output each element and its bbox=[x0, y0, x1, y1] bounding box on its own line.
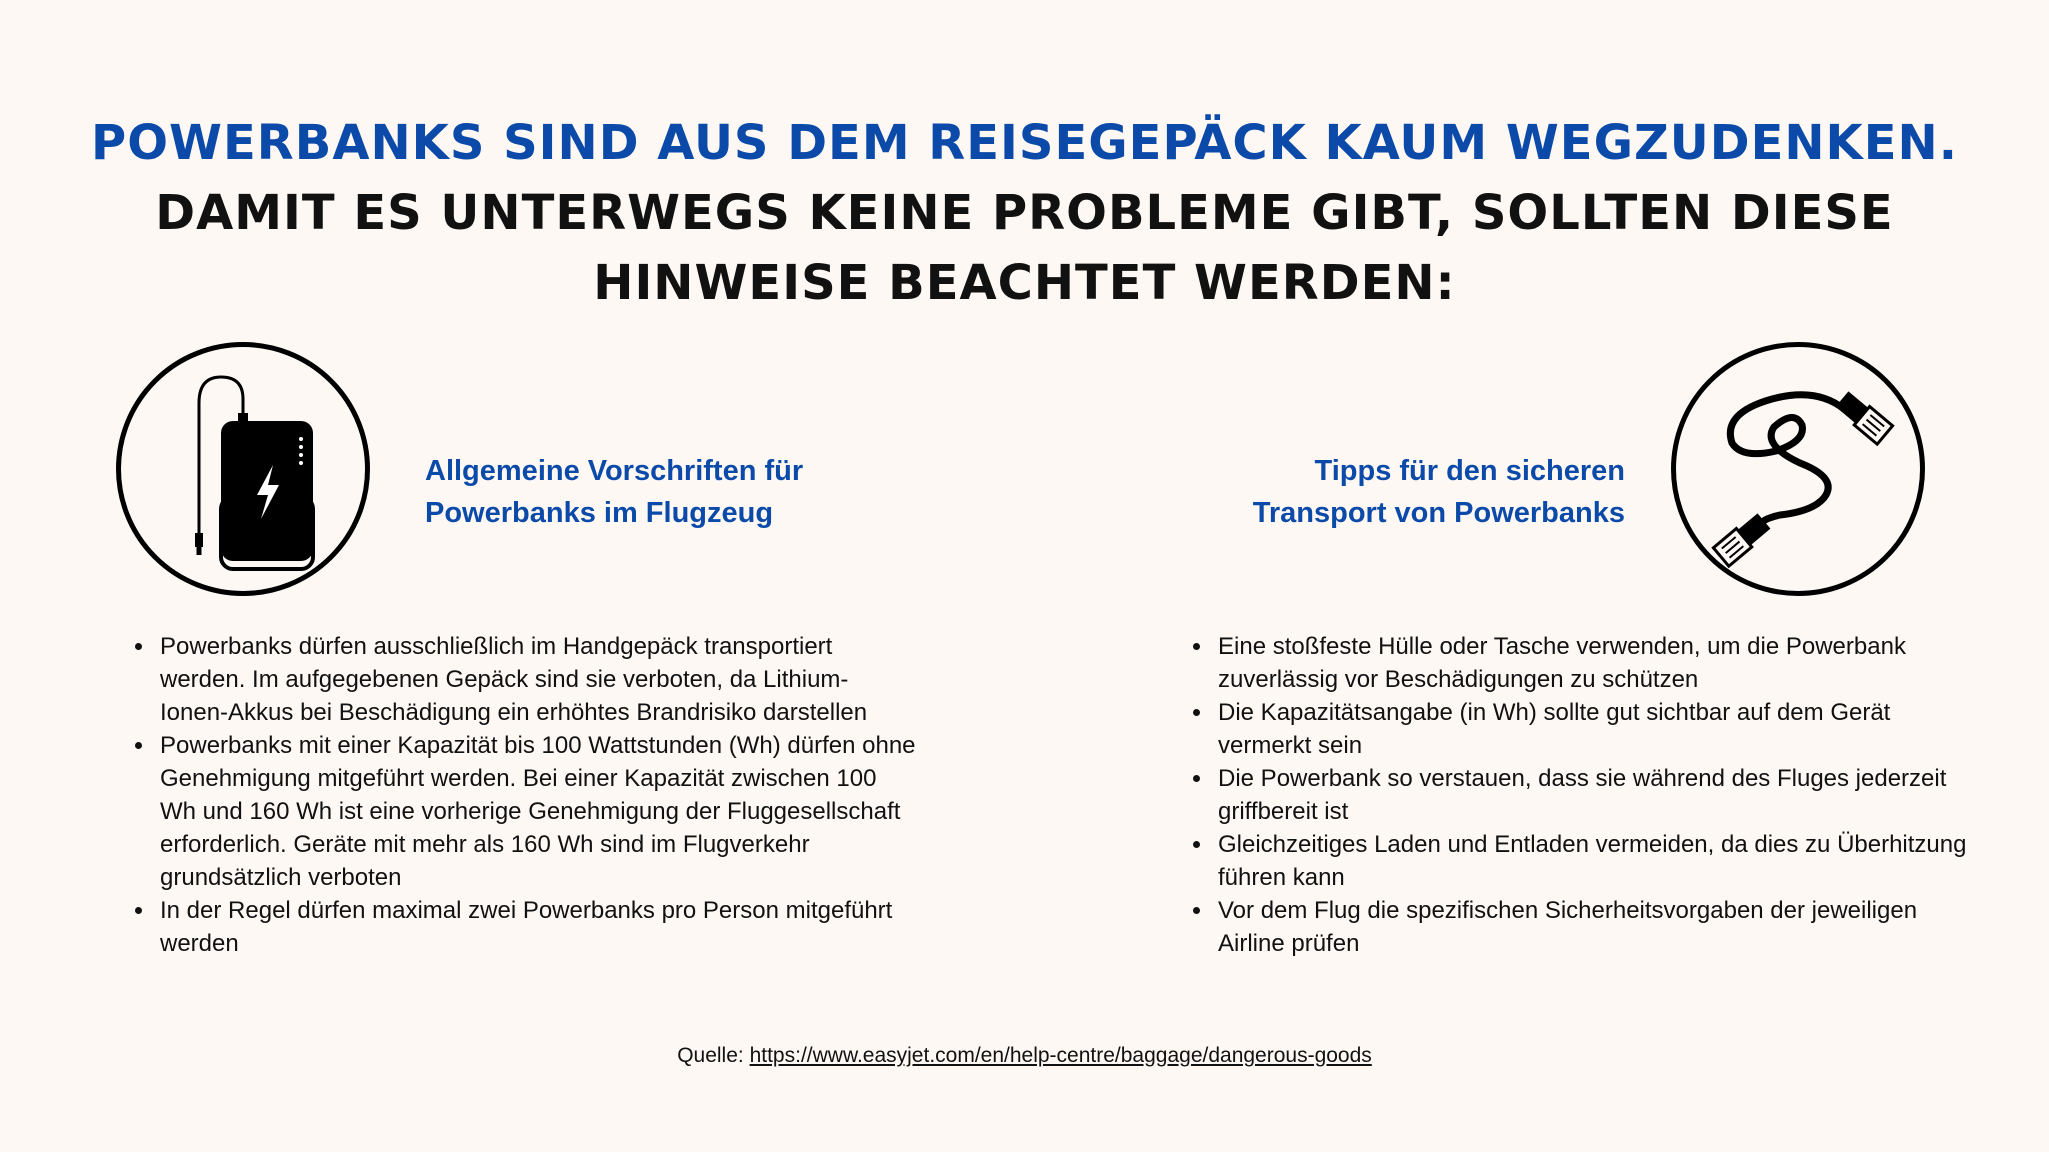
headline-line-3: HINWEISE BEACHTET WERDEN: bbox=[593, 255, 1456, 311]
headline-line-1: POWERBANKS SIND AUS DEM REISEGEPÄCK KAUM WEGZUDENKEN. bbox=[91, 115, 1958, 171]
powerbank-icon bbox=[121, 347, 375, 601]
list-item: • Die Powerbank so verstauen, dass sie während des Fluges jederzeit griffbereit ist bbox=[1214, 762, 1974, 828]
source-line bbox=[0, 1044, 2049, 1068]
section-title-tips-line-1: Tipps für den sicheren bbox=[1314, 455, 1625, 487]
list-item: • Vor dem Flug die spezifischen Sicherheitsvorgaben der jeweiligen Airline prüfen bbox=[1214, 894, 1974, 960]
list-item: • In der Regel dürfen maximal zwei Powerbanks pro Person mitgeführt werden bbox=[156, 894, 916, 960]
rules-list bbox=[118, 630, 916, 960]
usb-cable-icon bbox=[1676, 347, 1930, 601]
usb-cable-icon-circle bbox=[1671, 342, 1925, 596]
headline-line-2: DAMIT ES UNTERWEGS KEINE PROBLEME GIBT, SOLLTEN DIESE bbox=[155, 185, 1894, 241]
list-item: • Powerbanks dürfen ausschließlich im Handgepäck transportiert werden. Im aufgegebenen Gepäck sind sie verboten, da Lithium-Ionen-Akkus bei Beschädigung ein erhöhtes Brandrisiko darstellen bbox=[156, 630, 916, 729]
list-item: • Die Kapazitätsangabe (in Wh) sollte gut sichtbar auf dem Gerät vermerkt sein bbox=[1214, 696, 1974, 762]
source-label: Quelle: bbox=[677, 1044, 744, 1067]
powerbank-icon-circle bbox=[116, 342, 370, 596]
headline bbox=[0, 108, 2049, 318]
source-link[interactable]: https://www.easyjet.com/en/help-centre/baggage/dangerous-goods bbox=[749, 1044, 1372, 1067]
section-title-rules-line-2: Powerbanks im Flugzeug bbox=[425, 497, 774, 529]
list-item: • Eine stoßfeste Hülle oder Tasche verwenden, um die Powerbank zuverlässig vor Beschädigungen zu schützen bbox=[1214, 630, 1974, 696]
list-item: • Gleichzeitiges Laden und Entladen vermeiden, da dies zu Überhitzung führen kann bbox=[1214, 828, 1974, 894]
section-title-rules bbox=[425, 450, 945, 534]
section-title-tips-line-2: Transport von Powerbanks bbox=[1252, 497, 1625, 529]
list-item: • Powerbanks mit einer Kapazität bis 100 Wattstunden (Wh) dürfen ohne Genehmigung mitgeführt werden. Bei einer Kapazität zwischen 100 Wh und 160 Wh ist eine vorherige Genehmigung der Fluggesellschaft erforderlich. Geräte mit mehr als 160 Wh sind im Flugverkehr grundsätzlich verboten bbox=[156, 729, 916, 894]
tips-list bbox=[1176, 630, 1974, 960]
section-title-rules-line-1: Allgemeine Vorschriften für bbox=[425, 455, 804, 487]
section-title-tips bbox=[1105, 450, 1625, 534]
